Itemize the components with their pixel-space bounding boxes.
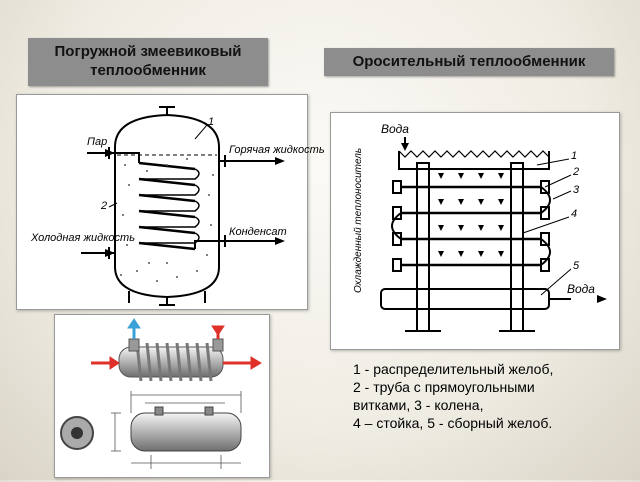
drawing-shell: [131, 413, 241, 451]
label-condensate: Конденсат: [229, 226, 287, 238]
inlet-arrow-left: [91, 357, 119, 369]
coil-exchanger-title-text: Погружной змеевиковый теплообменник: [54, 43, 242, 79]
label-num-2: 2: [573, 166, 580, 178]
legend-line-2: 2 - труба с прямоугольными: [353, 379, 535, 395]
label-water-in: Вода: [381, 122, 409, 136]
spray-exchanger-diagram: [330, 112, 620, 350]
spray-exchanger-svg: [331, 113, 619, 349]
label-num-1: 1: [208, 116, 215, 128]
label-cold-liquid: Холодная жидкость: [31, 232, 136, 244]
label-num-5: 5: [573, 260, 580, 272]
inlet-arrow: [128, 319, 140, 339]
label-steam: Пар: [87, 136, 108, 148]
spray-exchanger-title-text: Оросительный теплообменник: [352, 53, 586, 70]
label-num-1: 1: [571, 150, 578, 162]
legend: [353, 360, 623, 432]
legend-line-4: 4 – стойка, 5 - сборный желоб.: [353, 415, 553, 431]
label-num-3: 3: [573, 184, 580, 196]
label-num-4: 4: [571, 208, 578, 220]
coil-exchanger-title: [28, 38, 268, 86]
label-water-out: Вода: [567, 282, 595, 296]
coil-exchanger-svg: [17, 95, 325, 309]
label-coolant: Охлажденный теплоноситель: [353, 147, 364, 293]
spray-exchanger-title: [324, 48, 614, 76]
coil-exchanger-render: [54, 314, 270, 478]
legend-line-3: витками, 3 - колена,: [353, 397, 484, 413]
render-svg: [55, 315, 269, 477]
coil-exchanger-diagram: [16, 94, 325, 310]
label-hot-liquid: Горячая жидкость: [229, 144, 325, 156]
legend-line-1: 1 - распределительный желоб,: [353, 361, 554, 377]
vessel-body: [115, 115, 219, 297]
label-num-2: 2: [101, 200, 108, 212]
